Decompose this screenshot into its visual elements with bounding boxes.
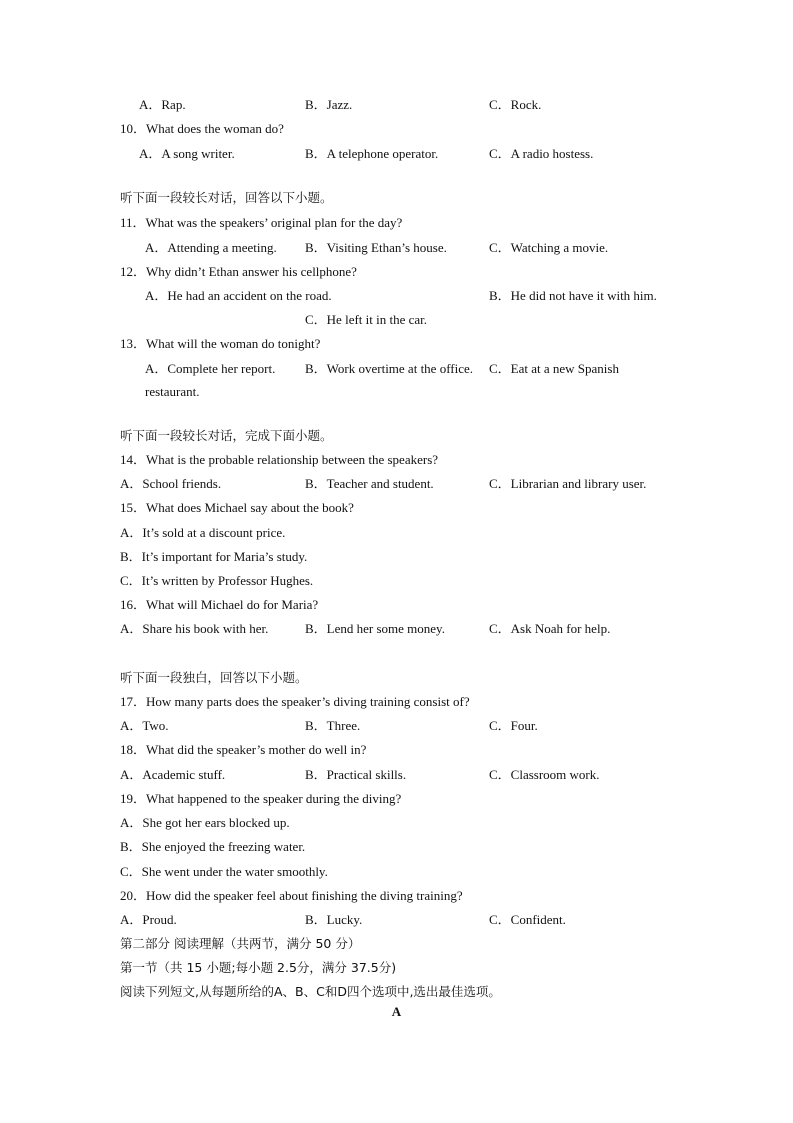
q9-option-a: A．Rap.	[139, 97, 186, 112]
q15-option-a: A．It’s sold at a discount price.	[120, 525, 286, 540]
q12-option-b: B．He did not have it with him.	[489, 288, 657, 303]
q18-option-c: C．Classroom work.	[489, 767, 600, 782]
q9-option-b: B．Jazz.	[305, 97, 353, 112]
q13-option-c: C．Eat at a new Spanish	[489, 361, 619, 376]
q15-option-c: C．It’s written by Professor Hughes.	[120, 573, 314, 588]
q16-stem: 16．What will Michael do for Maria?	[120, 597, 319, 612]
q18-option-a: A．Academic stuff.	[120, 767, 226, 782]
q16-option-a: A．Share his book with her.	[120, 621, 269, 636]
passage-label: A	[391, 1004, 402, 1019]
q16-option-c: C．Ask Noah for help.	[489, 621, 611, 636]
q10-stem: 10．What does the woman do?	[120, 121, 284, 136]
q15-option-b: B．It’s important for Maria’s study.	[120, 549, 308, 564]
q13-options	[0, 359, 793, 379]
q10-option-b: B．A telephone operator.	[305, 146, 439, 161]
q14-options	[0, 474, 793, 494]
q11-option-c: C．Watching a movie.	[489, 240, 609, 255]
q20-options	[0, 910, 793, 930]
q15-stem: 15．What does Michael say about the book?	[120, 500, 354, 515]
q12-option-a: A．He had an accident on the road.	[145, 288, 332, 303]
q20-option-b: B．Lucky.	[305, 912, 363, 927]
q18-options	[0, 765, 793, 785]
q17-options	[0, 716, 793, 736]
q19-stem: 19．What happened to the speaker during the diving?	[120, 791, 402, 806]
q13-stem: 13．What will the woman do tonight?	[120, 336, 321, 351]
q11-option-a: A．Attending a meeting.	[145, 240, 277, 255]
q16-options	[0, 619, 793, 639]
q19-option-a: A．She got her ears blocked up.	[120, 815, 290, 830]
q20-option-c: C．Confident.	[489, 912, 566, 927]
part2-title: 第二部分 阅读理解（共两节，满分 50 分）	[120, 936, 361, 951]
section-heading: 听下面一段较长对话，完成下面小题。	[120, 428, 333, 443]
q14-option-c: C．Librarian and library user.	[489, 476, 647, 491]
q11-option-b: B．Visiting Ethan’s house.	[305, 240, 447, 255]
q18-stem: 18．What did the speaker’s mother do well in?	[120, 742, 367, 757]
q12-options-row2	[0, 310, 793, 330]
q9-options	[0, 95, 793, 115]
q20-stem: 20．How did the speaker feel about finishing the diving training?	[120, 888, 463, 903]
q17-stem: 17．How many parts does the speaker’s diving training consist of?	[120, 694, 470, 709]
q19-option-c: C．She went under the water smoothly.	[120, 864, 328, 879]
q18-option-b: B．Practical skills.	[305, 767, 407, 782]
q10-option-a: A．A song writer.	[139, 146, 235, 161]
q10-options	[0, 144, 793, 164]
q14-option-a: A．School friends.	[120, 476, 222, 491]
q11-stem: 11．What was the speakers’ original plan for the day?	[120, 215, 403, 230]
q19-option-b: B．She enjoyed the freezing water.	[120, 839, 306, 854]
q14-option-b: B．Teacher and student.	[305, 476, 434, 491]
q13-option-a: A．Complete her report.	[145, 361, 276, 376]
q16-option-b: B．Lend her some money.	[305, 621, 445, 636]
part2-instruction: 阅读下列短文,从每题所给的A、B、C和D四个选项中,选出最佳选项。	[120, 984, 501, 999]
q17-option-a: A．Two.	[120, 718, 169, 733]
q12-options-row1	[0, 286, 793, 306]
q9-option-c: C．Rock.	[489, 97, 542, 112]
q11-options	[0, 238, 793, 258]
q20-option-a: A．Proud.	[120, 912, 177, 927]
q17-option-b: B．Three.	[305, 718, 361, 733]
q13-option-c-continued: restaurant.	[145, 384, 200, 399]
q14-stem: 14．What is the probable relationship between the speakers?	[120, 452, 439, 467]
q17-option-c: C．Four.	[489, 718, 538, 733]
part2-section1-heading: 第一节（共 15 小题;每小题 2.5分，满分 37.5分)	[120, 960, 397, 975]
q12-stem: 12．Why didn’t Ethan answer his cellphone?	[120, 264, 357, 279]
q13-option-b: B．Work overtime at the office.	[305, 361, 474, 376]
q12-option-c: C．He left it in the car.	[305, 312, 428, 327]
q10-option-c: C．A radio hostess.	[489, 146, 594, 161]
section-heading: 听下面一段较长对话，回答以下小题。	[120, 190, 333, 205]
section-heading: 听下面一段独白，回答以下小题。	[120, 670, 308, 685]
